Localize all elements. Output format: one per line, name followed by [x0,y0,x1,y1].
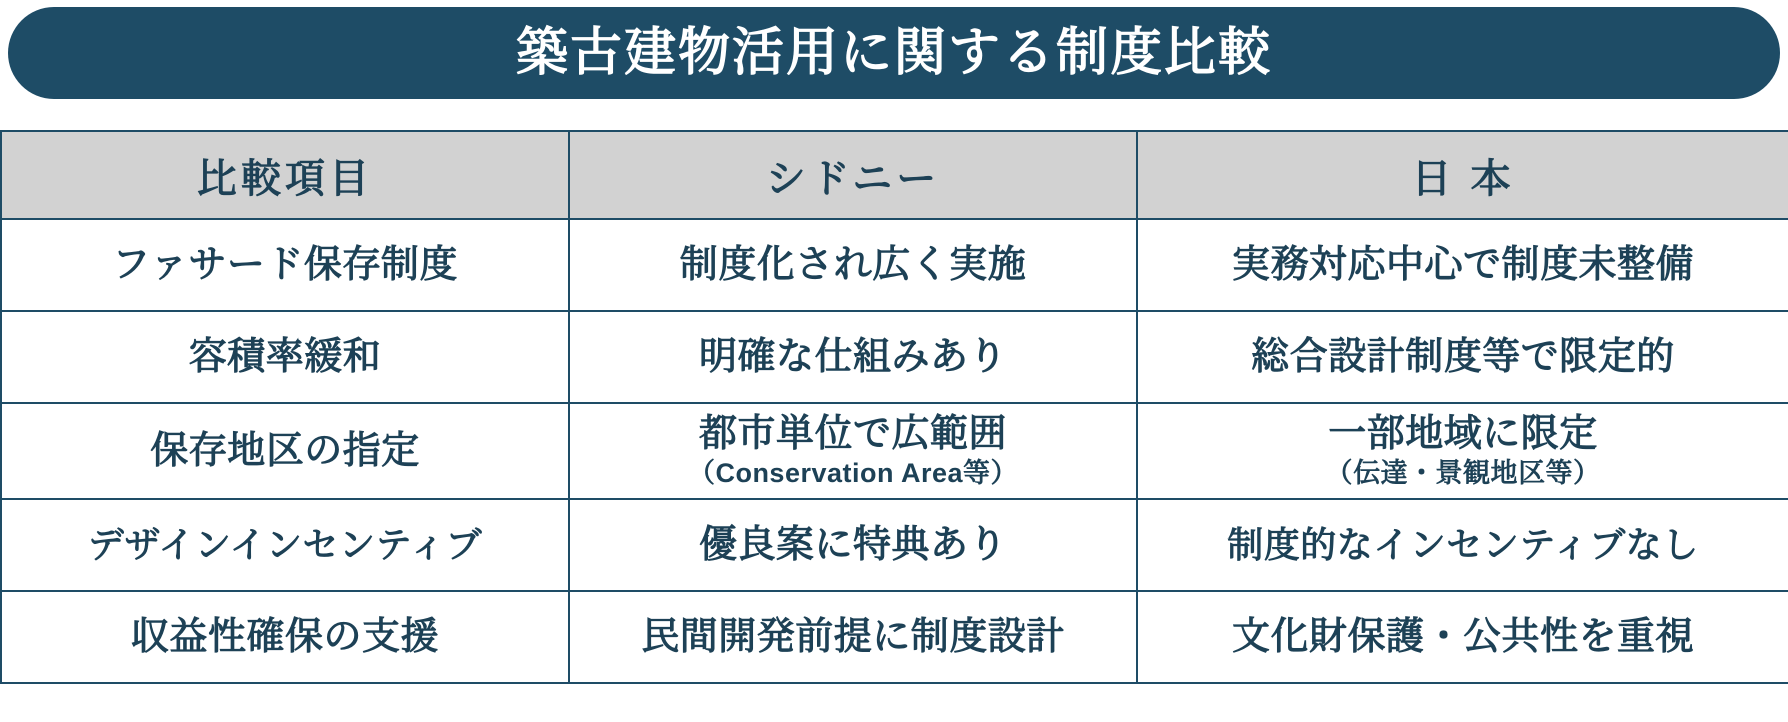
column-header-japan: 日 本 [1137,131,1788,219]
cell-sydney: 明確な仕組みあり [569,311,1137,403]
cell-sydney: 民間開発前提に制度設計 [569,591,1137,683]
table-header-row [1,131,1788,219]
cell-japan: 文化財保護・公共性を重視 [1137,591,1788,683]
cell-item: デザインインセンティブ [1,499,569,591]
table-body [1,219,1788,683]
table-row [1,311,1788,403]
cell-item: 容積率緩和 [1,311,569,403]
cell-item: 収益性確保の支援 [1,591,569,683]
cell-japan: 一部地域に限定 （伝達・景観地区等） [1137,403,1788,499]
column-header-sydney: シドニー [569,131,1137,219]
cell-japan: 制度的なインセンティブなし [1137,499,1788,591]
page-title: 築古建物活用に関する制度比較 [515,24,1272,82]
cell-sydney: 制度化され広く実施 [569,219,1137,311]
cell-sydney: 都市単位で広範囲 （Conservation Area等） [569,403,1137,499]
cell-item: ファサード保存制度 [1,219,569,311]
cell-item: 保存地区の指定 [1,403,569,499]
table-header [1,131,1788,219]
cell-sydney: 優良案に特典あり [569,499,1137,591]
cell-japan: 総合設計制度等で限定的 [1137,311,1788,403]
column-header-item: 比較項目 [1,131,569,219]
table-row [1,499,1788,591]
table-row [1,403,1788,499]
table-row [1,219,1788,311]
table-row [1,591,1788,683]
title-banner [8,7,1780,99]
cell-japan: 実務対応中心で制度未整備 [1137,219,1788,311]
comparison-table-container [0,130,1788,684]
comparison-table [0,130,1788,684]
